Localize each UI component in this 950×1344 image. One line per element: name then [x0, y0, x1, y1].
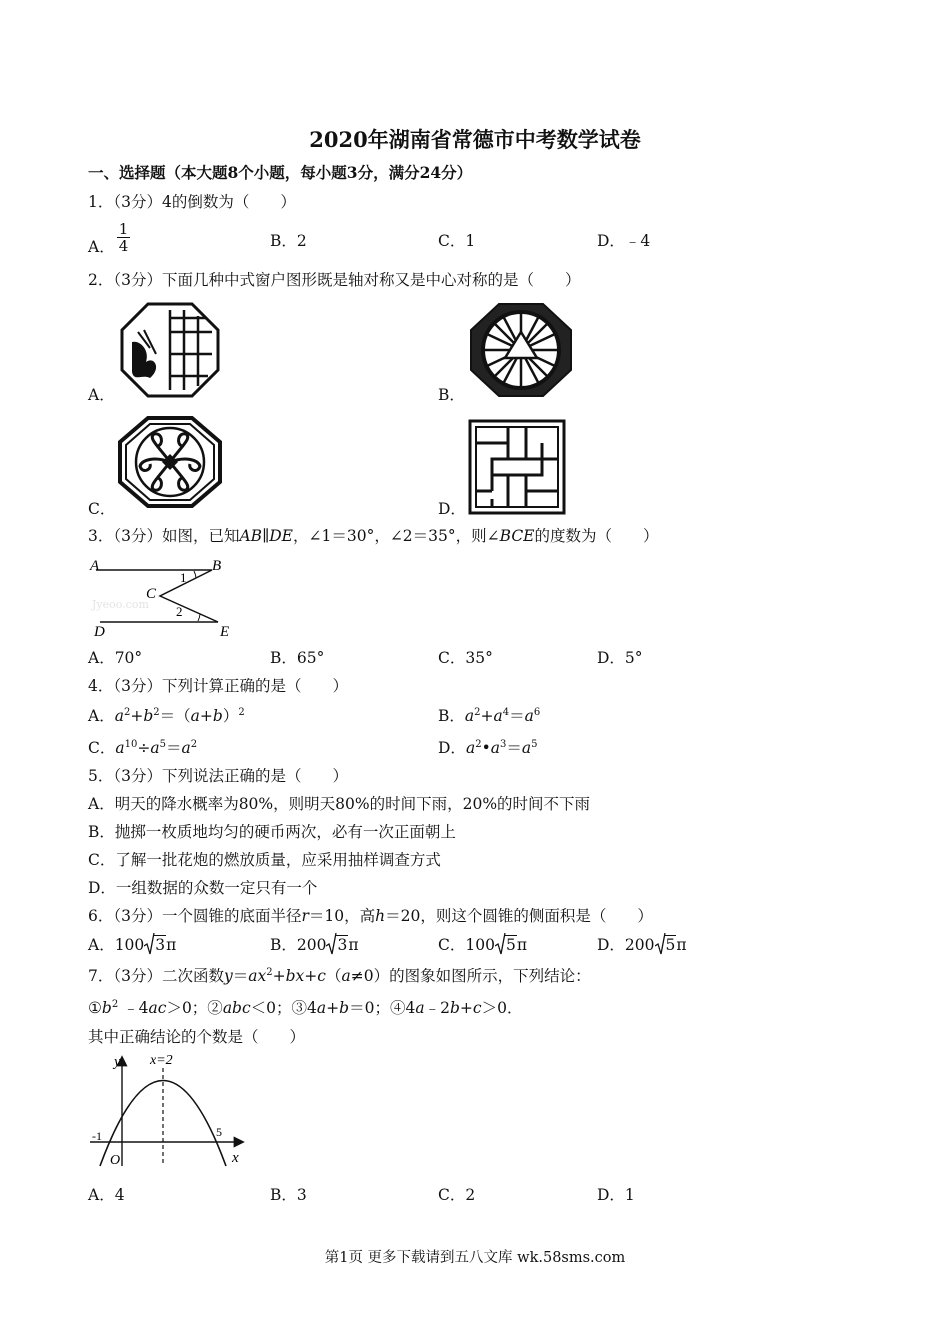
watermark: Jyeoo.com: [92, 598, 149, 611]
question-2-option-c: C．: [88, 500, 116, 518]
question-5-option-d: D．一组数据的众数一定只有一个: [88, 879, 318, 897]
question-7-option-d: D．1: [597, 1186, 635, 1204]
question-2-option-a: A．: [88, 386, 115, 404]
window-figure-a: [120, 302, 220, 398]
root-label-neg1: -1: [92, 1129, 102, 1143]
radical-sign: 3: [144, 935, 166, 955]
question-3-option-a: A．70°: [88, 649, 143, 667]
question-1-option-c: C．1: [438, 232, 476, 250]
question-5-stem: 5．（3分）下列说法正确的是（ ）: [88, 767, 348, 785]
page-footer: 第1页 更多下载请到五八文库 wk.58sms.com: [324, 1250, 626, 1266]
fraction-one-quarter: [117, 221, 131, 254]
question-2-stem: 2．（3分）下面几种中式窗户图形既是轴对称又是中心对称的是（ ）: [88, 271, 581, 289]
angle-label-2: 2: [176, 604, 183, 619]
question-6-option-a: A．100 3π: [88, 935, 176, 955]
question-6-option-c: C．100 5π: [438, 935, 527, 955]
question-7-option-b: B．3: [270, 1186, 307, 1204]
fraction-denominator: 4: [118, 237, 129, 255]
question-1-option-b: B．2: [270, 232, 307, 250]
question-7-line-1: 7．（3分）二次函数$y=ax^2+bx+c(a\ne 0)$的图象如图所示，下列结论：: [88, 967, 591, 985]
question-4-option-d: D．$a^2•a^3=a^5$: [438, 739, 538, 757]
section-heading: 一、选择题（本大题8个小题，每小题3分，满分24分）: [88, 163, 473, 182]
point-label-d: D: [94, 624, 105, 640]
question-6-option-d: D．200 5π: [597, 935, 687, 955]
question-5-option-c: C．了解一批花炮的燃放质量，应采用抽样调查方式: [88, 851, 441, 869]
question-6-stem: 6．（3分）一个圆锥的底面半径r＝10，高h＝20，则这个圆锥的侧面积是（ ）: [88, 907, 653, 925]
point-label-e: E: [220, 624, 230, 640]
question-1-stem: 1．（3分）4的倒数为（ ）: [88, 193, 296, 211]
x-axis-label: x: [232, 1150, 239, 1166]
question-4-option-a: A．$a^2+b^2=(a+b)^2$: [88, 707, 245, 725]
question-6-option-b: B．200 3π: [270, 935, 359, 955]
question-5-option-a: A．明天的降水概率为80%，则明天80%的时间下雨，20%的时间不下雨: [88, 795, 591, 813]
origin-label: O: [110, 1153, 121, 1168]
question-4-stem: 4．（3分）下列计算正确的是（ ）: [88, 677, 348, 695]
question-7-option-a: A．4: [88, 1186, 125, 1204]
window-figure-c: [118, 416, 222, 508]
question-7-line-2: $①b^2$ ﹣4ac＞0；②abc＜0；③4a+b＝0；④4a﹣2b+c＞0．: [88, 999, 523, 1017]
question-2-option-b: B．: [438, 386, 465, 404]
point-label-a: A: [90, 558, 100, 574]
parallel-lines-figure: [86, 554, 246, 640]
page-title: 2020年湖南省常德市中考数学试卷: [309, 127, 641, 152]
question-7-line-3: 其中正确结论的个数是（ ）: [88, 1028, 306, 1046]
question-3-stem: 3．（3分）如图，已知AB∥DE，∠1＝30°，∠2＝35°，则∠BCE的度数为（ ）: [88, 527, 659, 545]
question-3-option-d: D．5°: [597, 649, 643, 667]
point-label-b: B: [212, 558, 222, 574]
question-4-option-b: B．$a^2+a^4=a^6$: [438, 707, 541, 725]
window-figure-d: [468, 419, 566, 515]
point-label-c: C: [146, 586, 157, 602]
fraction-numerator: 1: [118, 220, 129, 238]
root-label-5: 5: [216, 1125, 222, 1139]
question-1-option-d: D．﹣4: [597, 232, 651, 250]
radical-sign: 3: [326, 935, 348, 955]
radical-sign: 5: [495, 935, 517, 955]
question-2-option-d: D．: [438, 500, 466, 518]
y-axis-label: y: [114, 1054, 121, 1070]
question-4-option-c: C．$a^{10}\div a^5=a^2$: [88, 739, 198, 757]
radical-sign: 5: [655, 935, 677, 955]
symmetry-axis-label: x=2: [150, 1053, 173, 1068]
question-3-option-b: B．65°: [270, 649, 325, 667]
question-1-option-a: A． $\frac{1}{4}$: [88, 220, 129, 256]
question-3-option-c: C．35°: [438, 649, 493, 667]
question-7-option-c: C．2: [438, 1186, 476, 1204]
window-figure-b: [469, 302, 573, 398]
parabola-graph: [86, 1050, 250, 1172]
question-5-option-b: B．抛掷一枚质地均匀的硬币两次，必有一次正面朝上: [88, 823, 456, 841]
angle-label-1: 1: [180, 570, 187, 585]
